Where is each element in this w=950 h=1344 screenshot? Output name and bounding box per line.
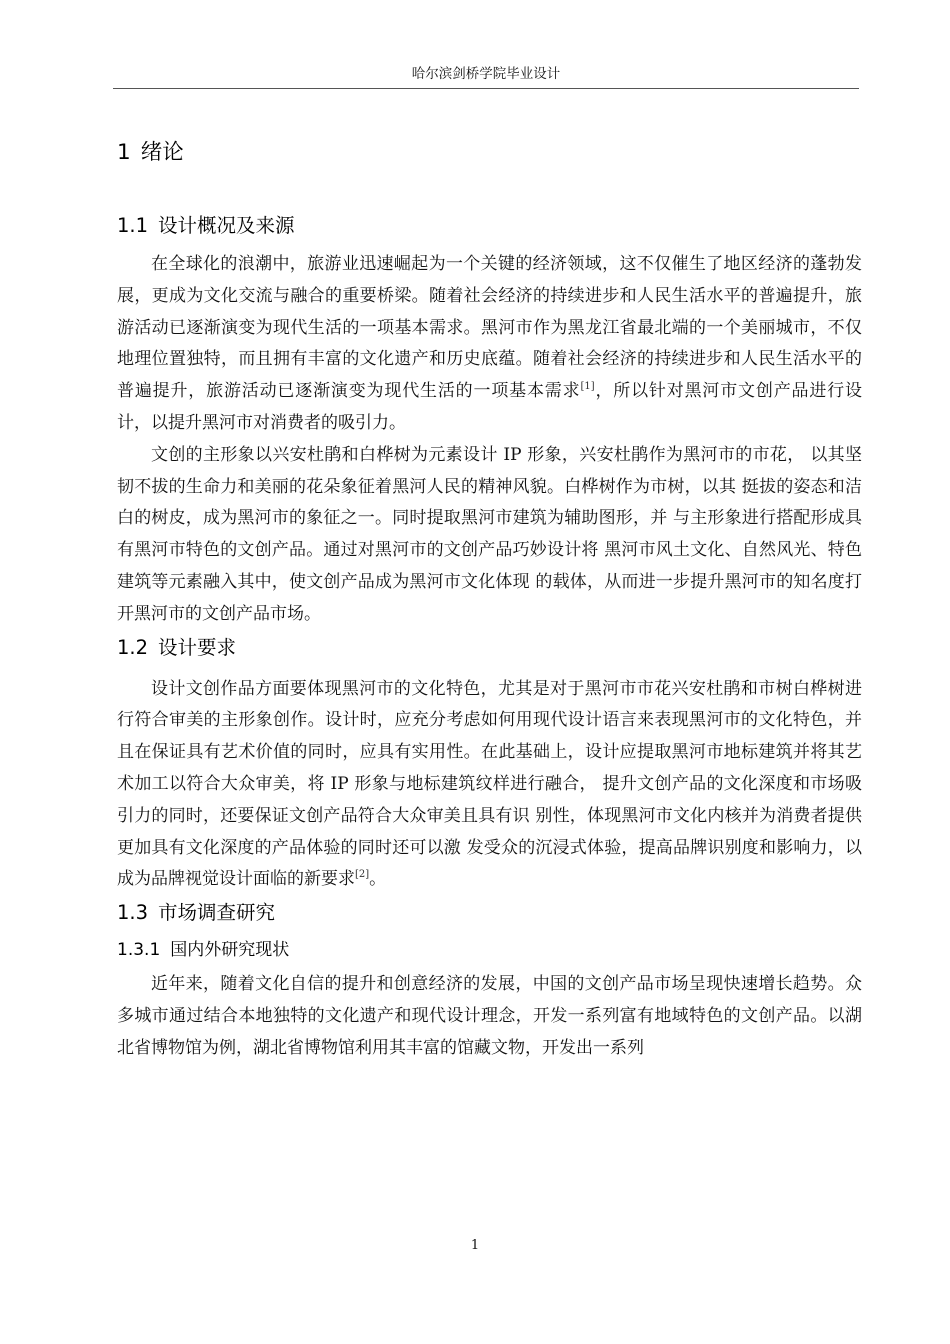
chapter-number: 1 (117, 140, 131, 165)
section-heading-1-2 (117, 631, 862, 665)
paragraph-1-3-1: 近年来，随着文化自信的提升和创意经济的发展，中国的文创产品市场呈现快速增长趋势。众多城市通过结合本地独特的文化遗产和现代设计理念，开发一系列富有地域特色的文创产品。以湖北省博物馆为例，湖北省博物馆利用其丰富的馆藏文物，开发出一系列 (117, 974, 862, 1058)
section-title: 市场调查研究 (158, 901, 276, 925)
paragraph-text: 。 (369, 869, 387, 890)
section-heading-1-1 (117, 209, 862, 243)
subsection-title: 国内外研究现状 (170, 940, 290, 961)
page-number: 1 (470, 1238, 480, 1253)
section-title: 设计要求 (158, 635, 237, 659)
section-heading-1-3 (117, 896, 862, 930)
subsection-number: 1.3.1 (117, 940, 161, 961)
paragraph-text: ，所以针对黑河市文创产品进行设计，以提升黑河市对消费者的吸引力。 (117, 381, 863, 433)
chapter-heading (117, 133, 862, 173)
chapter-title: 绪论 (140, 140, 184, 165)
section-title: 设计概况及来源 (158, 214, 295, 237)
citation-2: [2] (355, 869, 370, 881)
paragraph-1-1-a (117, 249, 862, 440)
subsection-heading-1-3-1 (117, 934, 862, 966)
citation-1: [1] (580, 381, 595, 393)
page-header (113, 60, 859, 89)
paragraph-text: 设计文创作品方面要体现黑河市的文化特色，尤其是对于黑河市市花兴安杜鹃和市树白桦树进行符合审美的主形象创作。设计时，应充分考虑如何用现代设计语言来表现黑河市的文化特色，并且在保证具有艺术价值的同时，应具有实用性。在此基础上，设计应提取黑河市地标建筑并将其艺术加工以符合大众审美，将 IP 形象与地标建筑纹样进行融合， 提升文创产品的文化深度和市场吸引力的同时，还要保证文创产品符合大众审美且具有识 别性，体现黑河市文化内核并为消费者提供更加具有文化深度的产品体验的同时还可以激 发受众的沉浸式体验，提高品牌识别度和影响力，以成为品牌视觉设计面临的新要求 (117, 678, 862, 890)
paragraph-text: 在全球化的浪潮中，旅游业迅速崛起为一个关键的经济领域，这不仅催生了地区经济的蓬勃发展，更成为文化交流与融合的重要桥梁。随着社会经济的持续进步和人民生活水平的普遍提升，旅游活动已逐渐演变为现代生活的一项基本需求。黑河市作为黑龙江省最北端的一个美丽城市，不仅地理位置独特，而且拥有丰富的文化遗产和历史底蕴。随着社会经济的持续进步和人民生活水平的普遍提升，旅游活动已逐渐演变为现代生活的一项基本需求 (117, 254, 862, 402)
section-number: 1.1 (117, 214, 149, 237)
section-number: 1.3 (117, 901, 149, 925)
header-title: 哈尔滨剑桥学院毕业设计 (411, 66, 561, 82)
page-footer (0, 1236, 950, 1256)
paragraph-1-1-b: 文创的主形象以兴安杜鹃和白桦树为元素设计 IP 形象，兴安杜鹃作为黑河市的市花， 以其坚韧不拔的生命力和美丽的花朵象征着黑河人民的精神风貌。白桦树作为市树，以其 挺拔的姿态和洁白的树皮，成为黑河市的象征之一。同时提取黑河市建筑为辅助图形，并 与主形象进行搭配形成具有黑河市特色的文创产品。通过对黑河市的文创产品巧妙设计将 黑河市风土文化、自然风光、特色建筑等元素融入其中，使文创产品成为黑河市文化体现 的载体，从而进一步提升黑河市的知名度打开黑河市的文创产品市场。 (117, 444, 862, 624)
page-content (117, 128, 862, 1065)
section-number: 1.2 (117, 635, 149, 659)
paragraph-1-2 (117, 674, 862, 897)
